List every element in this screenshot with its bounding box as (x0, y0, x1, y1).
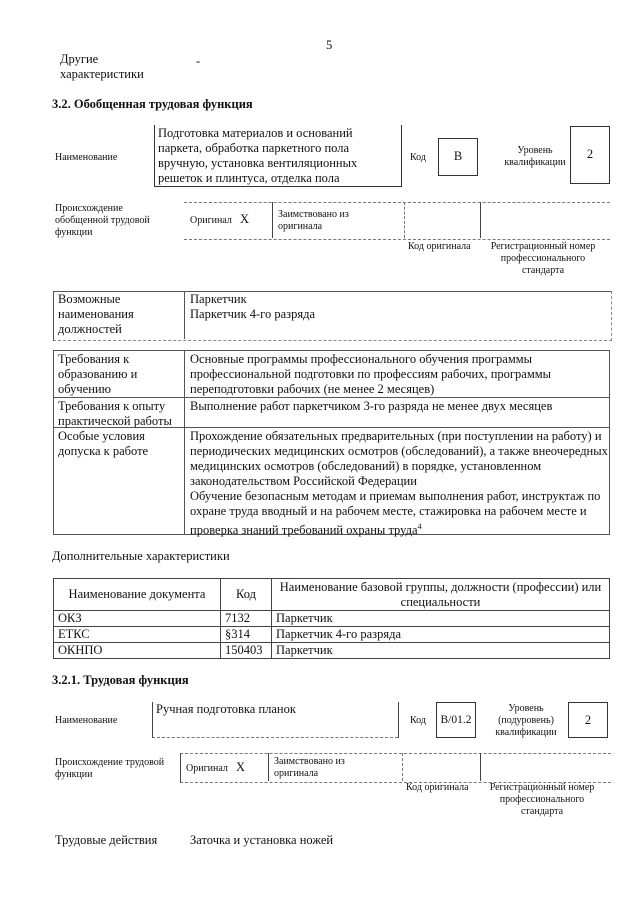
additional-title: Дополнительные характеристики (52, 549, 230, 563)
header-code: Код (221, 579, 272, 611)
tf-reg-number-label: Регистрационный номер профессионального стандарта (489, 782, 595, 817)
row-group: Паркетчик (272, 611, 610, 627)
row-document: ОКНПО (54, 643, 221, 659)
tf-original-label: Оригинал (186, 763, 228, 774)
borrowed-label: Заимствовано из оригинала (278, 209, 349, 232)
tf-name-right-border (398, 702, 399, 738)
tf-code-label: Код (410, 715, 426, 726)
row-document: ОКЗ (54, 611, 221, 627)
safety-training-requirement: Обучение безопасным методам и приемам выполнения работ, инструктаж по охране труда вводный и на рабочем месте, стажировка на рабочем месте и проверка знаний требований охраны труда (190, 489, 601, 538)
origin-label: Происхождение обобщенной трудовой функции (55, 203, 150, 238)
footnote-mark: 4 (417, 522, 422, 531)
education-label: Требования к образованию и обучению (58, 352, 138, 396)
row-code: 150403 (221, 643, 272, 659)
table-row (54, 643, 610, 659)
additional-table (53, 578, 610, 659)
section-3-2-heading: 3.2. Обобщенная трудовая функция (52, 97, 253, 111)
tf-name-label: Наименование (55, 715, 118, 726)
other-characteristics-label: Другие характеристики (60, 52, 144, 81)
labor-actions-value: Заточка и установка ножей (190, 833, 334, 847)
gtf-name-value: Подготовка материалов и оснований паркета, обработка паркетного пола вручную, установка вентиляционных решеток и плинтуса, отделка пола (154, 125, 402, 187)
table-row (54, 627, 610, 643)
position-2: Паркетчик 4-го разряда (190, 307, 316, 321)
special-conditions-label: Особые условия допуска к работе (58, 429, 149, 458)
gtf-code-value: B (438, 138, 478, 176)
row-document: ЕТКС (54, 627, 221, 643)
code-original-label: Код оригинала (408, 241, 471, 252)
requirements-row-line-1 (53, 397, 610, 398)
tf-borrowed-label: Заимствовано из оригинала (274, 756, 345, 779)
header-group: Наименование базовой группы, должности (профессии) или специальности (272, 579, 610, 611)
tf-origin-label: Происхождение трудовой функции (55, 757, 165, 780)
special-conditions-value (190, 429, 608, 538)
section-3-2-1-heading: 3.2.1. Трудовая функция (52, 673, 189, 687)
row-group: Паркетчик 4-го разряда (272, 627, 610, 643)
row-code: §314 (221, 627, 272, 643)
table-row (54, 611, 610, 627)
medical-requirement: Прохождение обязательных предварительных (при поступлении на работу) и периодических медицинских осмотров (обследований), а также внеочередных медицинских осмотров (обследований) в порядке, установленном законодательством Российской Федерации (190, 429, 608, 488)
origin-divider-3 (480, 202, 481, 238)
origin-divider-2 (404, 202, 405, 238)
tf-level-value: 2 (568, 702, 608, 738)
positions-divider (184, 291, 185, 339)
original-mark: X (240, 212, 250, 226)
position-1: Паркетчик (190, 292, 247, 306)
row-group: Паркетчик (272, 643, 610, 659)
level-label: Уровень квалификации (504, 145, 566, 168)
education-value: Основные программы профессионального обучения программы профессиональной подготовки по профессиям рабочих, программы переподготовки рабочих (не менее 2 месяцев) (190, 352, 552, 396)
tf-original-mark: X (236, 760, 246, 774)
tf-origin-divider (268, 753, 269, 781)
tf-code-value: B/01.2 (436, 702, 476, 738)
original-label: Оригинал (190, 215, 232, 226)
table-header-row (54, 579, 610, 611)
labor-actions-label: Трудовые действия (55, 833, 158, 847)
other-characteristics-value: - (196, 54, 201, 68)
tf-name-value: Ручная подготовка планок (152, 702, 398, 738)
header-document: Наименование документа (54, 579, 221, 611)
gtf-level-value: 2 (570, 126, 610, 184)
tf-code-original-label: Код оригинала (406, 782, 469, 793)
tf-level-label: Уровень (подуровень) квалификации (495, 703, 557, 738)
origin-divider (272, 202, 273, 238)
row-code: 7132 (221, 611, 272, 627)
positions-label: Возможные наименования должностей (58, 292, 134, 336)
experience-label: Требования к опыту практической работы (58, 399, 172, 428)
name-label: Наименование (55, 152, 118, 163)
requirements-divider (184, 350, 185, 535)
tf-origin-divider-3 (480, 753, 481, 781)
page-number: 5 (326, 38, 333, 52)
reg-number-label: Регистрационный номер профессионального стандарта (490, 241, 596, 276)
experience-value: Выполнение работ паркетчиком 3-го разряда не менее двух месяцев (190, 399, 553, 413)
tf-origin-divider-2 (402, 753, 403, 781)
code-label: Код (410, 152, 426, 163)
